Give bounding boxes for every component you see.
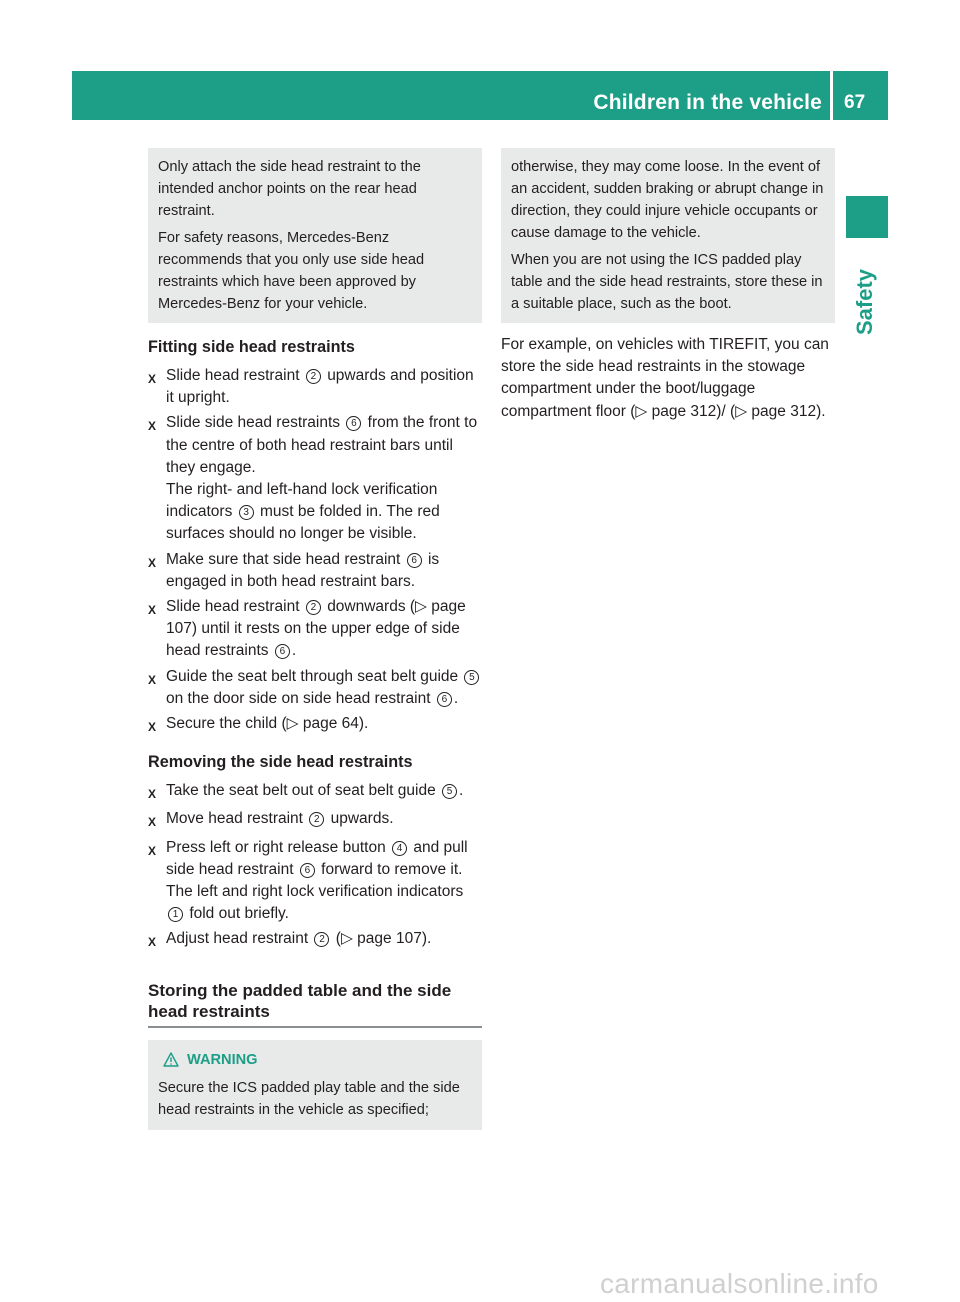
right-column [501,148,835,423]
callout-number-icon: 6 [437,692,452,707]
instruction-step: X Move head restraint 2 upwards. [148,808,482,833]
callout-number-icon: 6 [346,416,361,431]
section-heading-fitting: Fitting side head restraints [148,338,355,356]
callout-number-icon: 5 [442,784,457,799]
body-paragraph: For example, on vehicles with TIREFIT, you can store the side head restraints in the stowage compartment under the boot/luggage compartment floor (▷ page 312)/ (▷ page 312). [501,336,829,420]
callout-number-icon: 4 [392,841,407,856]
callout-number-icon: 5 [464,670,479,685]
callout-number-icon: 2 [306,600,321,615]
instruction-step: X Press left or right release button 4 and pull side head restraint 6 forward to remove it. The left and right lock verification indicators 1 fold out briefly. [148,837,482,926]
chapter-title: Children in the vehicle [593,91,822,114]
note-paragraph: For safety reasons, Mercedes-Benz recommends that you only use side head restraints which have been approved by Mercedes-Benz for your vehicle. [158,230,425,312]
instruction-step: X Slide side head restraints 6 from the front to the centre of both head restraint bars until they engage. The right- and left-hand lock verification indicators 3 must be folded in. The red surfaces should no longer be visible. [148,412,482,545]
instruction-step: X Make sure that side head restraint 6 is engaged in both head restraint bars. [148,549,482,593]
instruction-step: X Take the seat belt out of seat belt guide 5 . [148,780,482,805]
step-arrow-icon: X [148,372,157,386]
section-marker [846,196,888,238]
warning-continuation-box [501,148,835,323]
step-arrow-icon: X [148,935,157,950]
callout-number-icon: 6 [407,553,422,568]
step-arrow-icon: X [148,787,157,802]
step-arrow-icon: X [148,843,157,858]
step-arrow-icon: X [148,419,157,434]
page-reference-link[interactable]: Secure the child (▷ page 64). [166,715,369,733]
section-heading-storing: Storing the padded table and the side head restraints [148,980,482,1028]
header-divider [830,71,833,120]
warning-text: Secure the ICS padded play table and the side head restraints in the vehicle as specified; [158,1079,460,1118]
callout-number-icon: 2 [309,812,324,827]
warning-paragraph: When you are not using the ICS padded play table and the side head restraints, store these in a suitable place, such as the boot. [511,252,823,312]
step-arrow-icon: X [148,720,157,735]
callout-number-icon: 3 [239,505,254,520]
instruction-step: X Adjust head restraint 2 (▷ page 107). [148,928,482,953]
callout-number-icon: 2 [306,369,321,384]
section-heading-removing: Removing the side head restraints [148,753,413,772]
step-arrow-icon: X [148,815,157,830]
step-arrow-icon: X [148,672,157,687]
warning-box [148,1040,482,1130]
step-arrow-icon: X [148,555,157,570]
page-reference-link[interactable]: (▷ page 107). [335,930,432,948]
instruction-step: X Slide head restraint 2 upwards and position it upright. [148,365,482,409]
page-header [72,71,888,120]
callout-number-icon: 6 [275,644,290,659]
instruction-step: X Guide the seat belt through seat belt guide 5 on the door side on side head restraint 6 . [148,666,482,710]
page-number: 67 [844,92,866,113]
callout-number-icon: 6 [300,863,315,878]
callout-number-icon: 2 [314,932,329,947]
callout-number-icon: 1 [168,907,183,922]
section-tab-label: Safety [852,268,877,335]
note-box [148,148,482,323]
watermark: carmanualsonline.info [600,1268,879,1299]
instruction-step: X Slide head restraint 2 downwards (▷ page 107) until it rests on the upper edge of side head restraints 6 . [148,596,482,663]
left-column [148,148,482,1130]
step-arrow-icon: X [148,603,157,618]
warning-paragraph: otherwise, they may come loose. In the event of an accident, sudden braking or abrupt change in direction, they could injure vehicle occupants or cause damage to the vehicle. [511,159,824,241]
page-reference-link[interactable]: downwards (▷ page 107) until it rests on the upper edge of side head restraints [166,598,466,660]
warning-title: WARNING [187,1051,258,1068]
note-paragraph: Only attach the side head restraint to the intended anchor points on the rear head restraint. [158,159,421,219]
warning-triangle-icon [163,1052,179,1067]
instruction-step [148,713,482,738]
